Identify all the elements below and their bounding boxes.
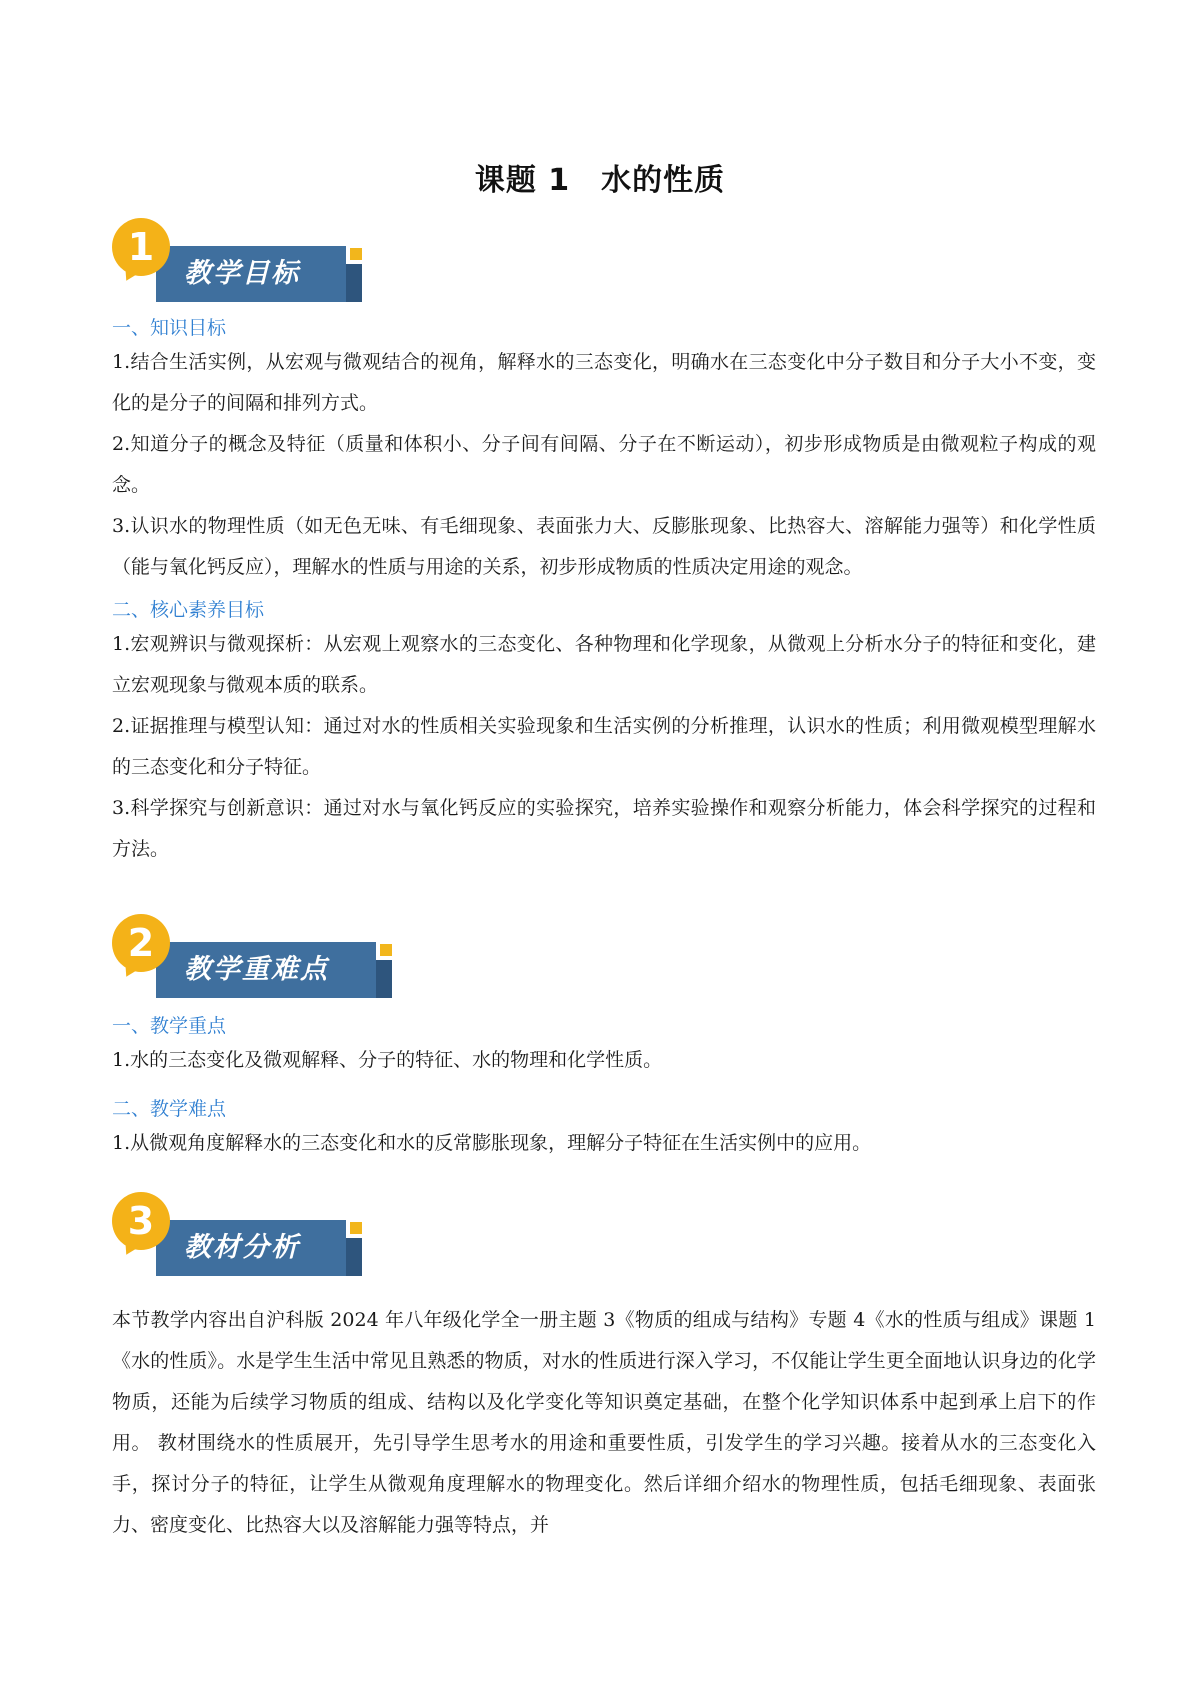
subsection-heading: 二、核心素养目标 [112, 599, 265, 621]
paragraph: 3.科学探究与创新意识：通过对水与氧化钙反应的实验探究，培养实验操作和观察分析能力，体会科学探究的过程和方法。 [112, 797, 1096, 860]
paragraph: 2.知道分子的概念及特征（质量和体积小、分子间有间隔、分子在不断运动），初步形成物质是由微观粒子构成的观念。 [112, 433, 1096, 496]
section-number-badge: 2 [112, 914, 170, 972]
section-banner-3 [112, 1192, 412, 1282]
subsection-heading: 一、教学重点 [112, 1015, 227, 1037]
subsection-heading: 一、知识目标 [112, 317, 227, 339]
paragraph: 1.从微观角度解释水的三态变化和水的反常膨胀现象，理解分子特征在生活实例中的应用。 [112, 1132, 872, 1154]
paragraph: 2.证据推理与模型认知：通过对水的性质相关实验现象和生活实例的分析推理，认识水的性质；利用微观模型理解水的三态变化和分子特征。 [112, 715, 1096, 778]
section-banner-1 [112, 218, 412, 308]
banner-accent-square [350, 248, 362, 260]
banner-tail [346, 1238, 362, 1276]
paragraph: 1.结合生活实例，从宏观与微观结合的视角，解释水的三态变化，明确水在三态变化中分子数目和分子大小不变，变化的是分子的间隔和排列方式。 [112, 351, 1096, 414]
paragraph: 3.认识水的物理性质（如无色无味、有毛细现象、表面张力大、反膨胀现象、比热容大、溶解能力强等）和化学性质（能与氧化钙反应），理解水的性质与用途的关系，初步形成物质的性质决定用途的观念。 [112, 515, 1096, 578]
section-number-badge: 3 [112, 1192, 170, 1250]
section-banner-2 [112, 914, 412, 1004]
paragraph: 1.水的三态变化及微观解释、分子的特征、水的物理和化学性质。 [112, 1049, 663, 1071]
section-number-badge: 1 [112, 218, 170, 276]
banner-accent-square [380, 944, 392, 956]
section-heading: 教材分析 [184, 1232, 300, 1263]
banner-tail [376, 960, 392, 998]
section-heading: 教学目标 [184, 258, 300, 289]
paragraph: 本节教学内容出自沪科版 2024 年八年级化学全一册主题 3《物质的组成与结构》专题 4《水的性质与组成》课题 1《水的性质》。水是学生生活中常见且熟悉的物质，对水的性质进行深入学习，不仅能让学生更全面地认识身边的化学物质，还能为后续学习物质的组成、结构以及化学变化等知识奠定基础，在整个化学知识体系中起到承上启下的作用。 教材围绕水的性质展开，先引导学生思考水的用途和重要性质，引发学生的学习兴趣。接着从水的三态变化入手，探讨分子的特征，让学生从微观角度理解水的物理变化。然后详细介绍水的物理性质，包括毛细现象、表面张力、密度变化、比热容大以及溶解能力强等特点，并 [112, 1309, 1096, 1536]
section-heading: 教学重难点 [184, 954, 329, 985]
banner-tail [346, 264, 362, 302]
subsection-heading: 二、教学难点 [112, 1098, 227, 1120]
paragraph: 1.宏观辨识与微观探析：从宏观上观察水的三态变化、各种物理和化学现象，从微观上分析水分子的特征和变化，建立宏观现象与微观本质的联系。 [112, 633, 1096, 696]
banner-accent-square [350, 1222, 362, 1234]
page-title: 课题 1 水的性质 [474, 163, 726, 198]
